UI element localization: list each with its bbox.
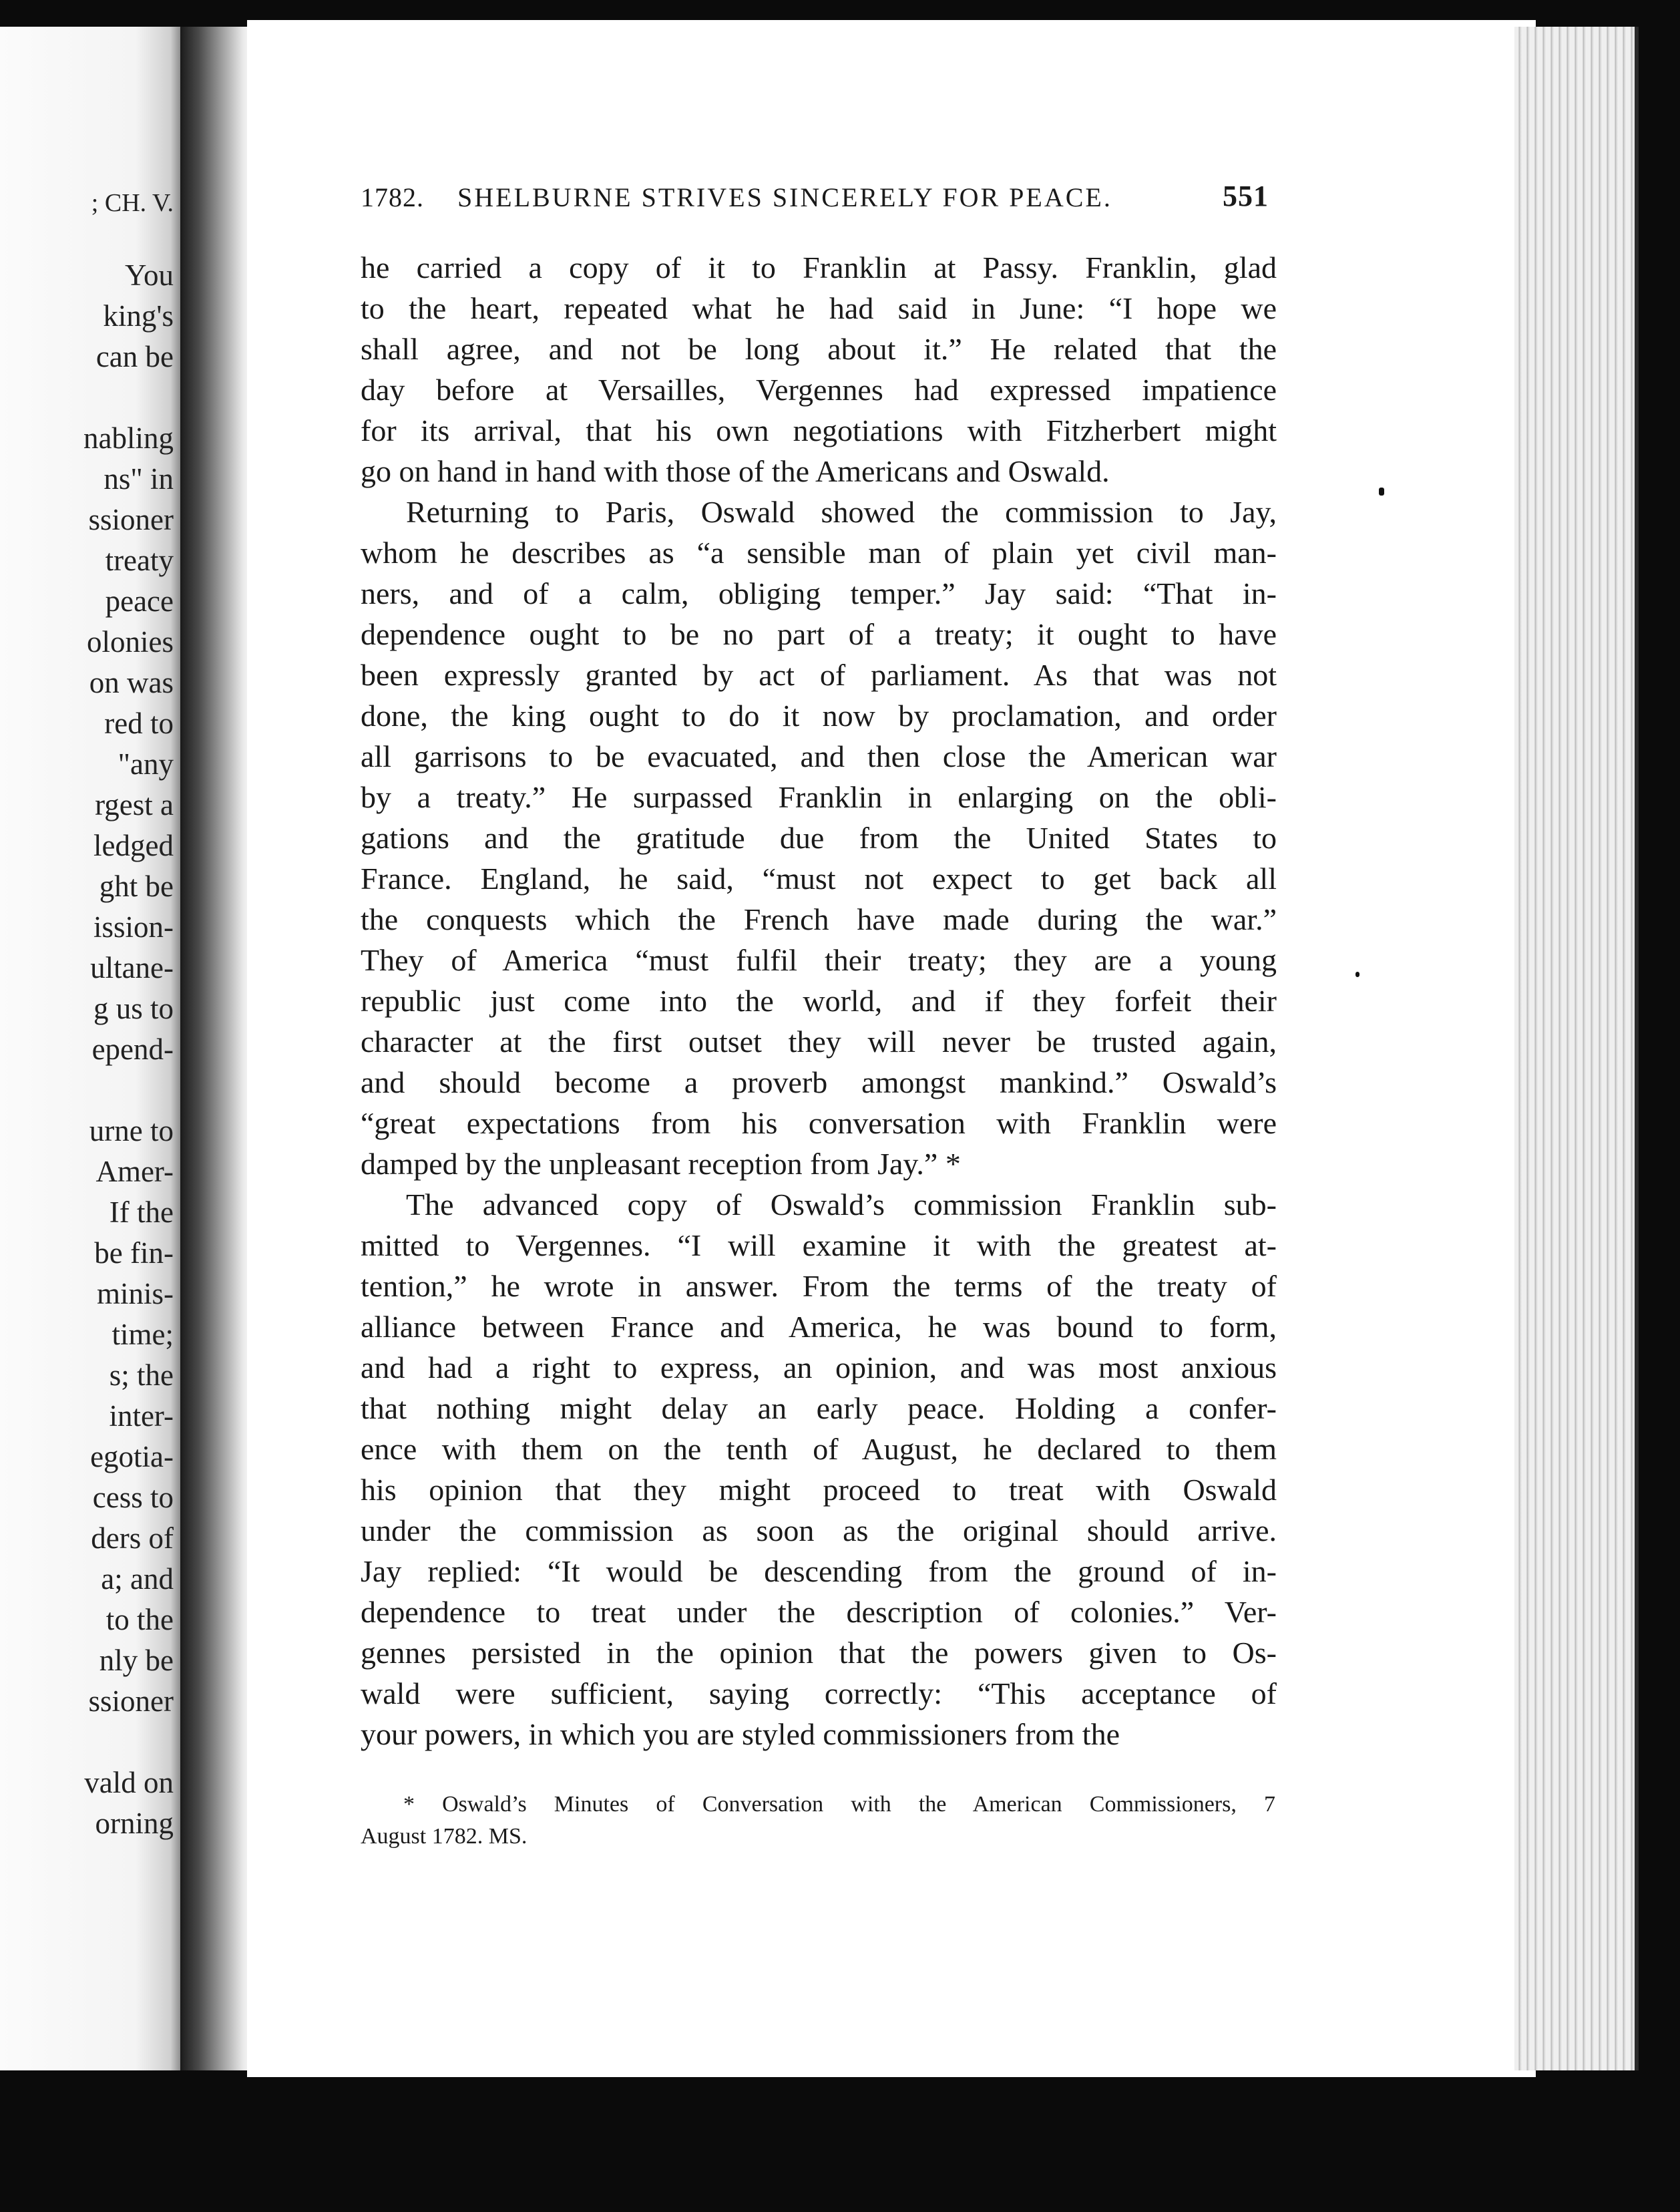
text-line: dependence ought to be no part of a treaty; it ought to have: [361, 617, 1277, 651]
text-line: Jay replied: “It would be descending from the ground of in-: [361, 1554, 1277, 1588]
page-edges: [1514, 27, 1639, 2070]
left-page-line: minis-: [96, 1277, 174, 1310]
text-line: alliance between France and America, he was bound to form,: [361, 1310, 1277, 1344]
left-page-line: Amer-: [95, 1155, 174, 1188]
left-page-line: ssioner: [88, 503, 174, 536]
text-line: They of America “must fulfil their treaty; they are a young: [361, 943, 1277, 977]
text-line: “great expectations from his conversation with Franklin were: [361, 1106, 1277, 1140]
text-line: all garrisons to be evacuated, and then close the American war: [361, 739, 1277, 773]
text-line: character at the first outset they will never be trusted again,: [361, 1025, 1277, 1059]
left-page-line: vald on: [84, 1766, 174, 1799]
left-page-line: ultane-: [90, 951, 174, 984]
text-line: his opinion that they might proceed to treat with Oswald: [361, 1473, 1277, 1507]
scan-speck: [1355, 972, 1359, 977]
left-page-line: treaty: [105, 544, 174, 577]
text-line: your powers, in which you are styled commissioners from the: [361, 1717, 1120, 1751]
running-header: [361, 182, 1269, 222]
left-page-line: on was: [89, 666, 174, 699]
left-page-line: nabling: [83, 421, 174, 455]
left-page-line: peace: [105, 584, 174, 618]
text-line: Returning to Paris, Oswald showed the commission to Jay,: [406, 495, 1277, 529]
text-line: that nothing might delay an early peace. Holding a confer-: [361, 1391, 1277, 1425]
left-page-line: epend-: [91, 1033, 174, 1066]
previous-page: [0, 27, 194, 2070]
left-page-line: time;: [112, 1318, 174, 1351]
text-line: to the heart, repeated what he had said in June: “I hope we: [361, 291, 1277, 325]
text-line: shall agree, and not be long about it.” He related that the: [361, 332, 1277, 366]
book-gutter: [180, 27, 254, 2070]
footnote-line: * Oswald’s Minutes of Conversation with the American Commissioners, 7: [403, 1792, 1275, 1817]
text-line: he carried a copy of it to Franklin at Passy. Franklin, glad: [361, 250, 1277, 285]
footnote: [361, 1789, 1275, 1853]
running-title: SHELBURNE STRIVES SINCERELY FOR PEACE.: [457, 182, 1112, 212]
left-page-line: to the: [106, 1603, 174, 1636]
left-page-line: urne to: [89, 1114, 174, 1147]
text-line: dependence to treat under the description of colonies.” Ver-: [361, 1595, 1277, 1629]
footnote-line: August 1782. MS.: [361, 1824, 528, 1849]
left-page-line: red to: [104, 707, 174, 740]
text-line: by a treaty.” He surpassed Franklin in enlarging on the obli-: [361, 780, 1277, 814]
left-page-line: nly be: [99, 1644, 174, 1677]
text-line: tention,” he wrote in answer. From the terms of the treaty of: [361, 1269, 1277, 1303]
text-line: the conquests which the French have made during the war.”: [361, 902, 1277, 936]
left-page-line: rgest a: [95, 788, 174, 821]
text-line: gennes persisted in the opinion that the powers given to Os-: [361, 1636, 1277, 1670]
left-page-line: "any: [118, 747, 174, 781]
text-line: been expressly granted by act of parliament. As that was not: [361, 658, 1277, 692]
left-page-line: s; the: [109, 1358, 174, 1392]
left-page-line: You: [125, 258, 174, 292]
text-line: France. England, he said, “must not expect to get back all: [361, 862, 1277, 896]
text-line: day before at Versailles, Vergennes had expressed impatience: [361, 373, 1277, 407]
text-line: wald were sufficient, saying correctly: “This acceptance of: [361, 1676, 1277, 1710]
text-line: and should become a proverb amongst mankind.” Oswald’s: [361, 1065, 1277, 1099]
left-page-line: egotia-: [90, 1440, 174, 1473]
text-line: damped by the unpleasant reception from Jay.” *: [361, 1147, 961, 1181]
text-line: The advanced copy of Oswald’s commission Franklin sub-: [406, 1187, 1277, 1222]
left-page-line: orning: [95, 1807, 174, 1840]
left-page-line: olonies: [87, 625, 174, 659]
scan-speck: [1379, 488, 1384, 496]
left-page-line: g us to: [93, 992, 174, 1025]
text-line: for its arrival, that his own negotiations with Fitzherbert might: [361, 413, 1277, 447]
left-page-line: ns" in: [103, 462, 174, 496]
text-line: ence with them on the tenth of August, he declared to them: [361, 1432, 1277, 1466]
text-line: and had a right to express, an opinion, and was most anxious: [361, 1350, 1277, 1385]
left-page-line: ledged: [93, 829, 174, 862]
left-page-line: cess to: [92, 1481, 174, 1514]
text-line: whom he describes as “a sensible man of plain yet civil man-: [361, 536, 1277, 570]
left-page-line: ission-: [93, 910, 174, 944]
left-page-line: If the: [109, 1195, 174, 1229]
page-number: 551: [1223, 180, 1269, 212]
left-page-line: inter-: [109, 1399, 174, 1433]
text-line: gations and the gratitude due from the United States to: [361, 821, 1277, 855]
left-page-line: can be: [95, 340, 174, 373]
text-line: under the commission as soon as the original should arrive.: [361, 1513, 1277, 1547]
body-text: [361, 247, 1277, 1755]
text-line: republic just come into the world, and if they forfeit their: [361, 984, 1277, 1018]
text-line: done, the king ought to do it now by proclamation, and order: [361, 699, 1277, 733]
text-line: ners, and of a calm, obliging temper.” Jay said: “That in-: [361, 576, 1277, 610]
left-page-line: a; and: [101, 1562, 174, 1596]
left-page-header: ; CH. V.: [91, 189, 174, 217]
text-line: go on hand in hand with those of the Americans and Oswald.: [361, 454, 1110, 488]
left-page-line: be fin-: [94, 1236, 174, 1270]
text-line: mitted to Vergennes. “I will examine it with the greatest at-: [361, 1228, 1277, 1262]
header-year: 1782.: [361, 182, 424, 212]
left-page-line: ders of: [91, 1521, 174, 1555]
left-page-line: ssioner: [88, 1684, 174, 1718]
left-page-line: ght be: [99, 870, 174, 903]
left-page-line: king's: [103, 299, 174, 333]
